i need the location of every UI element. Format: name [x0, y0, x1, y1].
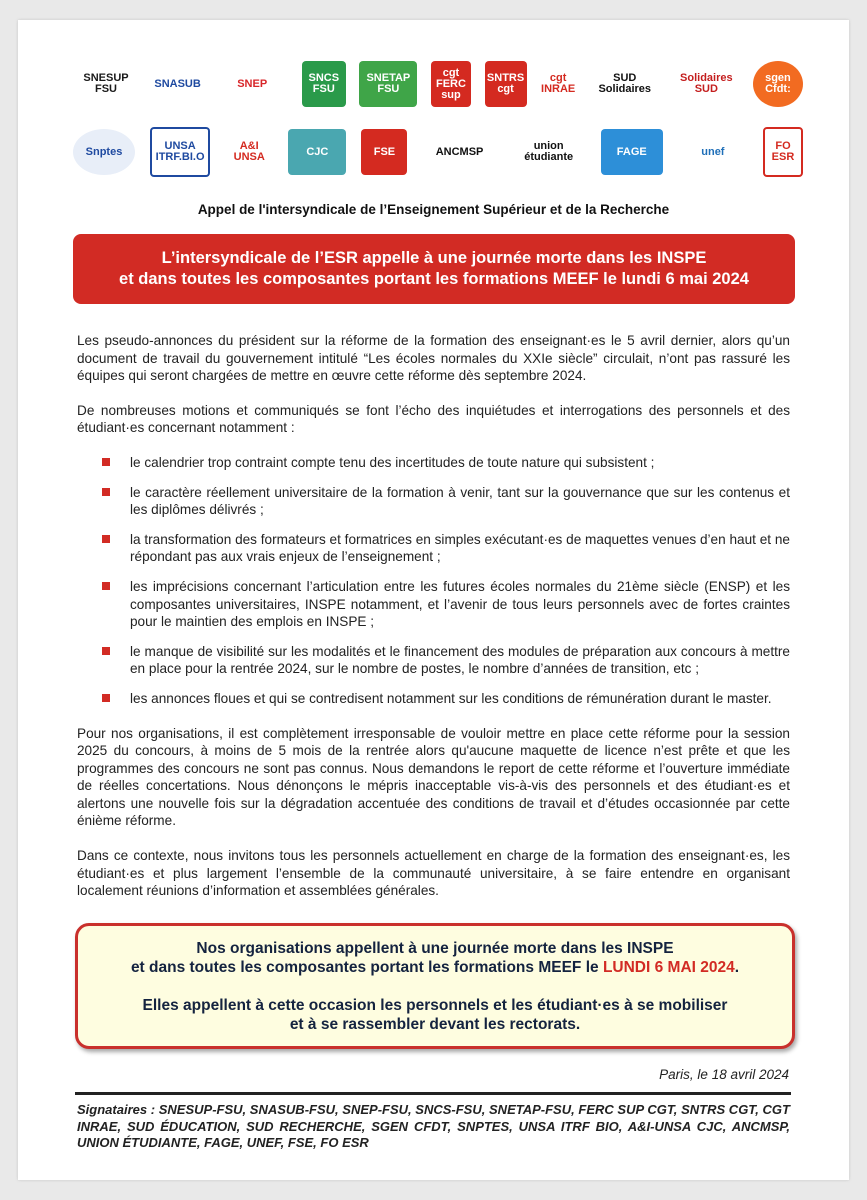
list-item-text: la transformation des formateurs et formatrices en simples exécutant·es de maquettes venues d’en haut et ne répondant pas aux vrais enjeux de l’enseignement ;	[130, 531, 790, 565]
document-page	[18, 20, 849, 1180]
date-line: Paris, le 18 avril 2024	[659, 1067, 789, 1082]
bullet-square-icon	[102, 458, 110, 466]
callout-line-3: Elles appellent à cette occasion les personnels et les étudiant·es à se mobiliser	[142, 996, 728, 1014]
divider	[75, 1092, 791, 1095]
snasub-fsu-logo: SNASUB	[154, 77, 201, 90]
callout-line-4: et à se rassembler devant les rectorats.	[289, 1015, 581, 1033]
list-item-text: le caractère réellement universitaire de la formation à venir, tant sur la gouvernance que sur les contenus et les diplômes délivrés ;	[130, 484, 790, 518]
cgt-ferc-sup-logo: cgt FERC sup	[431, 61, 471, 107]
banner-line-1: L’intersyndicale de l’ESR appelle à une journée morte dans les INSPE	[161, 249, 707, 267]
logo-row-1	[73, 56, 803, 112]
title-banner	[73, 234, 795, 304]
fse-logo: FSE	[361, 129, 407, 175]
union-logos	[73, 56, 803, 192]
document-heading: Appel de l'intersyndicale de l’Enseignement Supérieur et de la Recherche	[197, 202, 670, 217]
document-body	[77, 332, 790, 917]
signatories: Signataires : SNESUP-FSU, SNASUB-FSU, SNEP-FSU, SNCS-FSU, SNETAP-FSU, FERC SUP CGT, SNTRS CGT, CGT INRAE, SUD ÉDUCATION, SUD RECHERCHE, SGEN CFDT, SNPTES, UNSA ITRF BIO, A&I-UNSA CJC, ANCMSP, UNION ÉTUDIANTE, FAGE, UNEF, FSE, FO ESR	[77, 1102, 790, 1150]
callout-date: LUNDI 6 MAI 2024	[602, 958, 735, 976]
snesup-fsu-logo: SNESUP FSU	[83, 72, 129, 95]
paragraph-3: Pour nos organisations, il est complètement irresponsable de vouloir mettre en place cette réforme pour la session 2025 du concours, à moins de 5 mois de la rentrée alors qu'aucune maquette de licence n’est prête et que les programmes des concours ne sont pas connus. Nous demandons le report de cette réforme et l’ouverture immédiate de réelles concertations. Nous dénonçons le mépris inacceptable vis-à-vis des personnels et des étudiant·es et alertons une nouvelle fois sur la dégradation accentuée des conditions de travail et d’études occasionnée par cette énième réforme.	[77, 725, 790, 829]
ai-unsa-logo: A&I UNSA	[233, 140, 265, 163]
call-to-action-box	[75, 923, 795, 1049]
list-item	[77, 690, 790, 708]
bullet-square-icon	[102, 488, 110, 496]
bullet-square-icon	[102, 535, 110, 543]
list-item-text: le manque de visibilité sur les modalités et le financement des modules de préparation aux concours à mettre en place pour la rentrée 2024, sur le nombre de postes, le nombre d’années de transition, etc ;	[130, 643, 790, 677]
snetap-fsu-logo: SNETAP FSU	[359, 61, 417, 107]
cjc-logo: CJC	[288, 129, 346, 175]
list-item	[77, 643, 790, 678]
snptes-logo: Snptes	[73, 129, 135, 175]
bullet-square-icon	[102, 694, 110, 702]
list-item-text: le calendrier trop contraint compte tenu des incertitudes de toute nature qui subsistent ;	[130, 454, 655, 470]
list-item	[77, 531, 790, 566]
list-item-text: les imprécisions concernant l’articulation entre les futures écoles normales du 21ème siècle (ENSP) et les composantes universitaires, INSPE notamment, et l’avenir de tous leurs personnels avec de fortes craintes pour le maintien des emplois en INSPE ;	[130, 578, 790, 630]
snep-fsu-logo: SNEP	[237, 77, 268, 90]
callout-line-2-end: .	[734, 958, 740, 976]
union-etudiante-logo: union étudiante	[524, 140, 574, 163]
unsa-itrf-bio-logo: UNSA ITRF.BI.O	[150, 127, 210, 177]
paragraph-2: De nombreuses motions et communiqués se font l’écho des inquiétudes et interrogations des personnels et des étudiant·es concernant notamment :	[77, 402, 790, 436]
list-item	[77, 484, 790, 519]
sncs-fsu-logo: SNCS FSU	[302, 61, 346, 107]
callout-line-1: Nos organisations appellent à une journée morte dans les INSPE	[196, 939, 674, 957]
ancmsp-logo: ANCMSP	[435, 145, 484, 158]
fo-esr-logo: FO ESR	[763, 127, 803, 177]
bullet-square-icon	[102, 582, 110, 590]
callout-line-2	[78, 958, 792, 977]
paragraph-1: Les pseudo-annonces du président sur la réforme de la formation des enseignant·es le 5 avril dernier, alors qu’un document de travail du gouvernement intitulé “Les écoles normales du XXIe siècle” circulait, n’ont pas rassuré les équipes qui seront chargées de mettre en œuvre cette réforme dès septembre 2024.	[77, 333, 790, 384]
callout-spacer	[78, 977, 792, 996]
list-item	[77, 454, 790, 472]
paragraph-4: Dans ce contexte, nous invitons tous les personnels actuellement en charge de la formation des enseignant·es, les étudiant·es et plus largement l’ensemble de la communauté universitaire, à se faire entendre en organisant localement réunions d’information et assemblées générales.	[77, 848, 790, 899]
list-item-text: les annonces floues et qui se contredisent notamment sur les conditions de rémunération durant le master.	[130, 690, 772, 706]
logo-row-2	[73, 124, 803, 180]
sud-recherche-logo: Solidaires SUD	[680, 72, 733, 95]
sntrs-cgt-logo: SNTRS cgt	[485, 61, 527, 107]
callout-line-2-text: et dans toutes les composantes portant les formations MEEF le	[130, 958, 603, 976]
sud-education-logo: SUD Solidaires	[598, 72, 652, 95]
list-item	[77, 578, 790, 631]
sgen-cfdt-logo: sgen Cfdt:	[753, 61, 803, 107]
bullet-square-icon	[102, 647, 110, 655]
banner-line-2: et dans toutes les composantes portant les formations MEEF le lundi 6 mai 2024	[119, 270, 749, 288]
cgt-inrae-logo: cgt INRAE	[541, 72, 576, 95]
unef-logo: unef	[701, 145, 725, 158]
fage-logo: FAGE	[601, 129, 663, 175]
concerns-list	[77, 454, 790, 708]
